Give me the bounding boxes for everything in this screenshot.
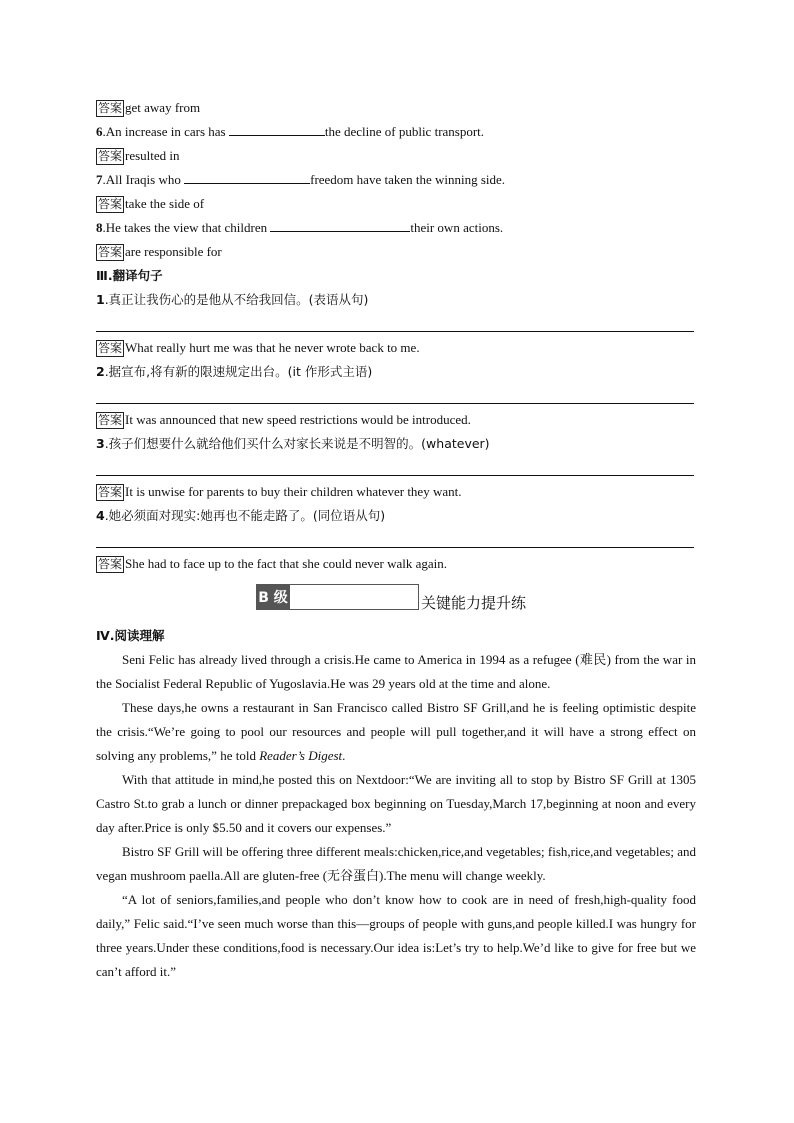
passage-paragraph-4: Bistro SF Grill will be offering three different meals:chicken,rice,and vegetables; fish,rice,and vegetables; and vegan mushroom paella.All are gluten-free (无谷蛋白).The menu will change weekly. — [96, 844, 696, 883]
level-title: 关键能力提升练 — [421, 594, 527, 612]
answer-text: are responsible for — [125, 244, 222, 259]
question-number: 2 — [96, 364, 105, 379]
translation-question-3 — [96, 435, 490, 453]
question-text-post: the decline of public transport. — [324, 124, 485, 139]
answer-line-8 — [96, 243, 222, 261]
question-text: .孩子们想要什么就给他们买什么对家长来说是不明智的。(whatever) — [104, 436, 490, 451]
question-number: 8 — [96, 220, 103, 235]
answer-line-7 — [96, 195, 204, 213]
translation-question-1 — [96, 291, 368, 309]
passage-paragraph-5: “A lot of seniors,families,and people who don’t know how to cook are in need of fresh,high-quality food daily,” Felic said.“I’ve seen much worse than this—groups of people with guns,and people killed.I was hungry for three years.Under these conditions,food is necessary.Our idea is:Let’s try to help.We’d like to give for free but we can’t afford it.” — [96, 892, 696, 979]
answer-blank[interactable] — [270, 219, 410, 232]
question-number: 1 — [96, 292, 105, 307]
reading-passage — [96, 648, 696, 984]
answer-text: resulted in — [125, 148, 180, 163]
question-number: 3 — [96, 436, 105, 451]
question-text: .她必须面对现实:她再也不能走路了。(同位语从句) — [104, 508, 386, 523]
question-number: 6 — [96, 124, 103, 139]
answer-write-line[interactable] — [96, 331, 694, 332]
answer-write-line[interactable] — [96, 547, 694, 548]
answer-text: She had to face up to the fact that she could never walk again. — [125, 556, 448, 571]
answer-blank[interactable] — [184, 171, 310, 184]
answer-tag: 答案 — [98, 197, 123, 211]
answer-tag: 答案 — [98, 149, 123, 163]
question-text-pre: .An increase in cars has — [102, 124, 229, 139]
section-4-heading: Ⅳ.阅读理解 — [96, 628, 165, 643]
translation-answer-4 — [96, 555, 447, 573]
question-text-pre: .All Iraqis who — [102, 172, 185, 187]
paragraph-text: These days,he owns a restaurant in San Francisco called Bistro SF Grill,and he is feeling optimistic despite the crisis.“We’re going to pool our resources and people will pull together,and it will have a strong effect on solving any problems,” he told — [96, 700, 696, 763]
question-text-post: freedom have taken the winning side. — [310, 172, 506, 187]
answer-tag: 答案 — [98, 485, 123, 499]
question-number: 4 — [96, 508, 105, 523]
level-banner-box — [290, 584, 419, 610]
answer-tag: 答案 — [98, 101, 123, 115]
question-text: .据宣布,将有新的限速规定出台。(it 作形式主语) — [104, 364, 373, 379]
answer-tag: 答案 — [98, 245, 123, 259]
answer-text: It is unwise for parents to buy their children whatever they want. — [125, 484, 462, 499]
section-3-heading: Ⅲ.翻译句子 — [96, 268, 163, 283]
answer-tag: 答案 — [98, 557, 123, 571]
question-text-post: their own actions. — [410, 220, 504, 235]
translation-question-4 — [96, 507, 385, 525]
level-tag: B 级 — [256, 584, 290, 610]
publication-name: Reader’s Digest — [259, 748, 343, 763]
translation-answer-1 — [96, 339, 420, 357]
question-text-pre: .He takes the view that children — [102, 220, 271, 235]
translation-answer-2 — [96, 411, 471, 429]
answer-tag: 答案 — [98, 341, 123, 355]
question-8 — [96, 219, 503, 237]
answer-tag: 答案 — [98, 413, 123, 427]
answer-line-5 — [96, 99, 200, 117]
answer-write-line[interactable] — [96, 403, 694, 404]
answer-blank[interactable] — [229, 123, 325, 136]
question-6 — [96, 123, 484, 141]
translation-answer-3 — [96, 483, 461, 501]
answer-write-line[interactable] — [96, 475, 694, 476]
answer-text: get away from — [125, 100, 201, 115]
level-banner — [256, 584, 526, 610]
translation-question-2 — [96, 363, 372, 381]
passage-paragraph-3: With that attitude in mind,he posted this on Nextdoor:“We are inviting all to stop by Bistro SF Grill at 1305 Castro St.to grab a lunch or dinner prepackaged box beginning on Tuesday,March 17,beginning at noon and every day after.Price is only $5.50 and it covers our expenses.” — [96, 772, 696, 835]
passage-paragraph-1: Seni Felic has already lived through a crisis.He came to America in 1994 as a refugee (难民) from the war in the Socialist Federal Republic of Yugoslavia.He was 29 years old at the time and alone. — [96, 652, 696, 691]
paragraph-text-end: . — [342, 748, 346, 763]
question-text: .真正让我伤心的是他从不给我回信。(表语从句) — [104, 292, 369, 307]
passage-paragraph-2 — [96, 696, 696, 768]
answer-text: take the side of — [125, 196, 205, 211]
answer-text: What really hurt me was that he never wrote back to me. — [125, 340, 420, 355]
answer-text: It was announced that new speed restrictions would be introduced. — [125, 412, 471, 427]
answer-line-6 — [96, 147, 180, 165]
question-7 — [96, 171, 505, 189]
question-number: 7 — [96, 172, 103, 187]
